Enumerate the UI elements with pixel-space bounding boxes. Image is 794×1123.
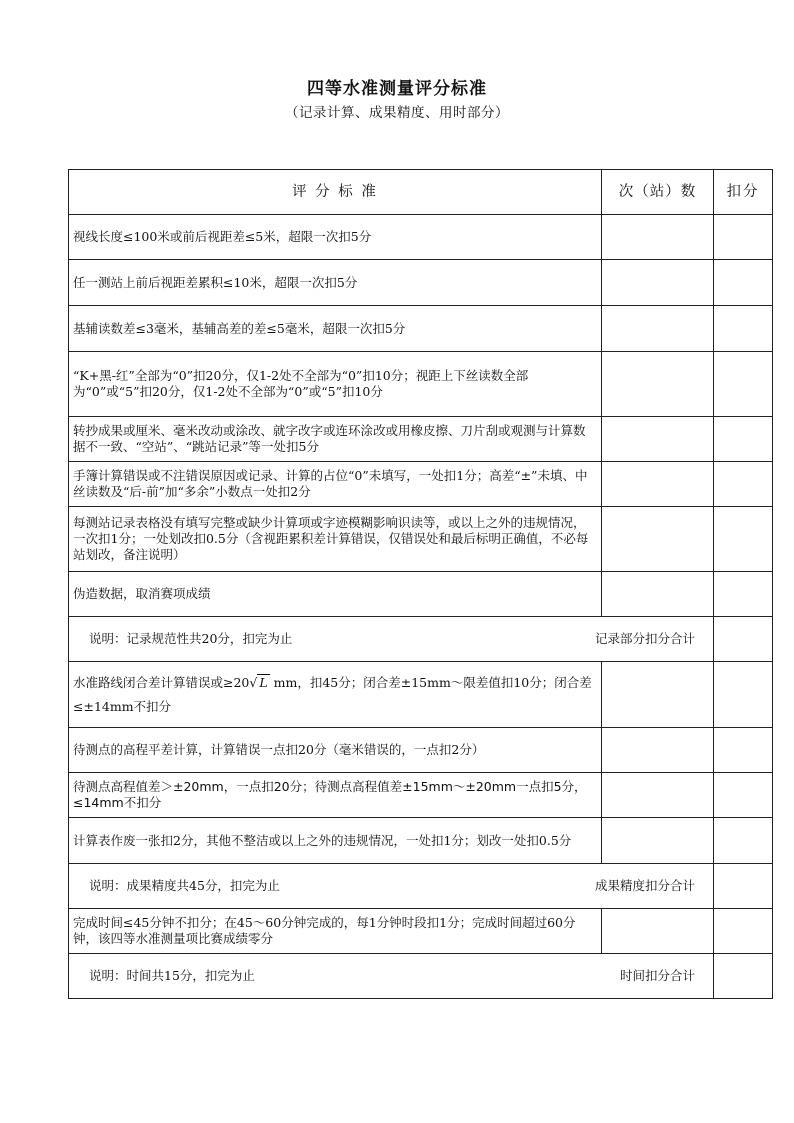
count-cell[interactable] xyxy=(602,462,714,507)
table-row xyxy=(69,909,773,954)
table-row xyxy=(69,818,773,864)
table-row xyxy=(69,507,773,572)
count-cell[interactable] xyxy=(602,306,714,352)
table-row xyxy=(69,728,773,773)
summary-cell xyxy=(69,864,714,909)
count-cell[interactable] xyxy=(602,773,714,818)
criteria-cell xyxy=(69,662,602,728)
table-header-row xyxy=(69,170,773,215)
criteria-text: 水准路线闭合差计算错误或≥20 xyxy=(73,674,250,690)
deduct-cell[interactable] xyxy=(714,662,773,728)
summary-note: 说明：记录规范性共20分，扣完为止 xyxy=(89,631,293,646)
count-cell[interactable] xyxy=(602,662,714,728)
deduct-cell[interactable] xyxy=(714,909,773,954)
count-cell[interactable] xyxy=(602,260,714,306)
summary-row xyxy=(69,617,773,662)
criteria-cell: 待测点高程值差＞±20mm，一点扣20分；待测点高程值差±15mm～±20mm一点扣5分，≤14mm不扣分 xyxy=(69,773,602,818)
summary-label: 成果精度扣分合计 xyxy=(594,878,695,893)
header-count: 次（站）数 xyxy=(602,170,714,215)
criteria-cell: 待测点的高程平差计算，计算错误一点扣20分（毫米错误的，一点扣2分） xyxy=(69,728,602,773)
table-row xyxy=(69,260,773,306)
criteria-cell: 完成时间≤45分钟不扣分；在45～60分钟完成的，每1分钟时段扣1分；完成时间超过60分钟，该四等水准测量项比赛成绩零分 xyxy=(69,909,602,954)
scoring-table xyxy=(68,169,773,999)
count-cell[interactable] xyxy=(602,728,714,773)
summary-deduct-cell[interactable] xyxy=(714,617,773,662)
deduct-cell[interactable] xyxy=(714,215,773,260)
criteria-cell: 每测站记录表格没有填写完整或缺少计算项或字迹模糊影响识读等，或以上之外的违规情况，一次扣1分；一处划改扣0.5分（含视距累积差计算错误，仅错误处和最后标明正确值，不必每站划改，备注说明） xyxy=(69,507,602,572)
summary-row xyxy=(69,954,773,999)
table-row xyxy=(69,773,773,818)
criteria-cell: 计算表作废一张扣2分，其他不整洁或以上之外的违规情况，一处扣1分；划改一处扣0.5分 xyxy=(69,818,602,864)
summary-deduct-cell[interactable] xyxy=(714,954,773,999)
sqrt-radicand: L xyxy=(259,674,268,690)
deduct-cell[interactable] xyxy=(714,260,773,306)
count-cell[interactable] xyxy=(602,507,714,572)
deduct-cell[interactable] xyxy=(714,728,773,773)
criteria-cell: 任一测站上前后视距差累积≤10米，超限一次扣5分 xyxy=(69,260,602,306)
page-title: 四等水准测量评分标准 xyxy=(307,79,487,99)
header-deduct: 扣分 xyxy=(714,170,773,215)
criteria-cell: 伪造数据，取消赛项成绩 xyxy=(69,572,602,617)
deduct-cell[interactable] xyxy=(714,572,773,617)
criteria-cell: “K+黑-红”全部为“0”扣20分，仅1-2处不全部为“0”扣10分；视距上下丝读数全部为“0”或“5”扣20分，仅1-2处不全部为“0”或“5”扣10分 xyxy=(69,352,602,417)
summary-row xyxy=(69,864,773,909)
table-row xyxy=(69,215,773,260)
deduct-cell[interactable] xyxy=(714,417,773,462)
criteria-text: mm，扣45分；闭合差±15mm～限差值扣10分；闭合差≤±14mm不扣分 xyxy=(73,674,592,714)
count-cell[interactable] xyxy=(602,215,714,260)
header-criteria: 评 分 标 准 xyxy=(69,170,602,215)
summary-note: 说明：时间共15分，扣完为止 xyxy=(89,968,255,983)
sqrt-symbol: √ xyxy=(249,674,258,690)
table-row xyxy=(69,662,773,728)
page-subtitle: （记录计算、成果精度、用时部分） xyxy=(285,105,509,121)
count-cell[interactable] xyxy=(602,352,714,417)
criteria-cell: 视线长度≤100米或前后视距差≤5米，超限一次扣5分 xyxy=(69,215,602,260)
table-row xyxy=(69,462,773,507)
summary-deduct-cell[interactable] xyxy=(714,864,773,909)
deduct-cell[interactable] xyxy=(714,306,773,352)
table-row xyxy=(69,417,773,462)
table-row xyxy=(69,572,773,617)
criteria-cell: 转抄成果或厘米、毫米改动或涂改、就字改字或连环涂改或用橡皮擦、刀片刮或观测与计算数据不一致、“空站”、“跳站记录”等一处扣5分 xyxy=(69,417,602,462)
deduct-cell[interactable] xyxy=(714,773,773,818)
summary-cell xyxy=(69,617,714,662)
deduct-cell[interactable] xyxy=(714,462,773,507)
count-cell[interactable] xyxy=(602,572,714,617)
count-cell[interactable] xyxy=(602,417,714,462)
summary-note: 说明：成果精度共45分，扣完为止 xyxy=(89,878,280,893)
deduct-cell[interactable] xyxy=(714,507,773,572)
criteria-cell: 手簿计算错误或不注错误原因或记录、计算的占位“0”未填写，一处扣1分；高差“±”未填、中丝读数及“后-前”加“多余”小数点一处扣2分 xyxy=(69,462,602,507)
deduct-cell[interactable] xyxy=(714,818,773,864)
table-row xyxy=(69,352,773,417)
count-cell[interactable] xyxy=(602,818,714,864)
count-cell[interactable] xyxy=(602,909,714,954)
criteria-cell: 基辅读数差≤3毫米，基辅高差的差≤5毫米，超限一次扣5分 xyxy=(69,306,602,352)
summary-label: 时间扣分合计 xyxy=(619,968,695,983)
deduct-cell[interactable] xyxy=(714,352,773,417)
summary-label: 记录部分扣分合计 xyxy=(594,631,695,646)
table-row xyxy=(69,306,773,352)
summary-cell xyxy=(69,954,714,999)
